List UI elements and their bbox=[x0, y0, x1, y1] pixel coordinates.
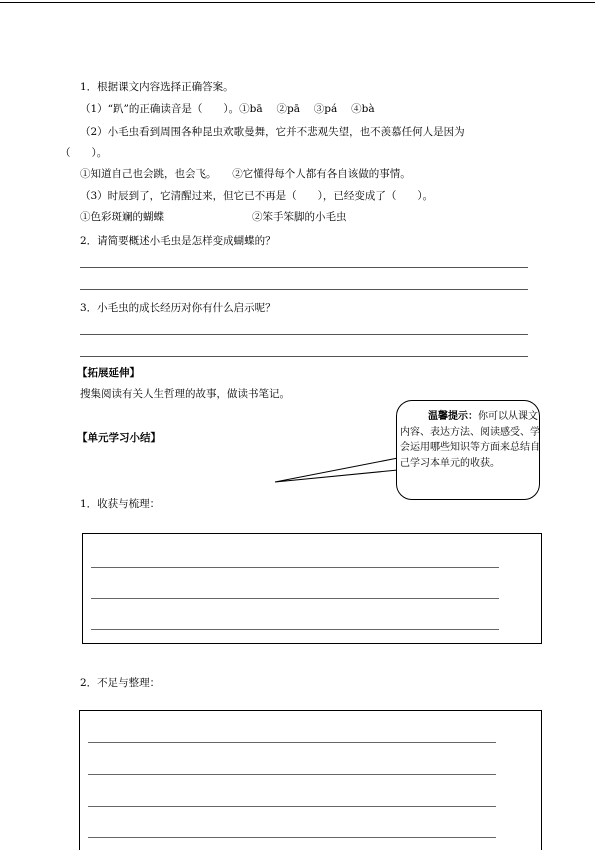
harvest-writing-box[interactable] bbox=[82, 533, 542, 644]
summary-heading: 【单元学习小结】 bbox=[77, 432, 161, 444]
writing-line bbox=[88, 806, 496, 807]
answer-line[interactable] bbox=[80, 356, 528, 357]
shortcoming-label: 2．不足与整理： bbox=[80, 677, 161, 689]
question-1-3-option-1: ①色彩斑斓的蝴蝶 bbox=[80, 211, 164, 223]
tip-text: 你可以从课文内容、表达方法、阅读感受、学会运用哪些知识等方面来总结自己学习本单元的收获。 bbox=[400, 411, 540, 469]
question-3: 3．小毛虫的成长经历对你有什么启示呢？ bbox=[80, 302, 276, 314]
writing-line bbox=[91, 629, 499, 630]
question-1-2-line2: （ ）。 bbox=[60, 147, 108, 159]
harvest-label: 1．收获与梳理： bbox=[80, 498, 161, 510]
answer-line[interactable] bbox=[80, 267, 528, 268]
question-1-2-line1: （2）小毛虫看到周围各种昆虫欢歌曼舞，它并不悲观失望，也不羡慕任何人是因为 bbox=[80, 126, 465, 138]
question-2: 2．请简要概述小毛虫是怎样变成蝴蝶的？ bbox=[80, 235, 276, 247]
answer-line[interactable] bbox=[80, 334, 528, 335]
answer-line[interactable] bbox=[80, 289, 528, 290]
page-top-rule bbox=[0, 2, 595, 3]
extension-heading: 【拓展延伸】 bbox=[77, 367, 140, 379]
question-1-1: （1）“趴”的正确读音是（ ）。①bā ②pā ③pá ④bà bbox=[80, 103, 375, 115]
extension-text: 搜集阅读有关人生哲理的故事，做读书笔记。 bbox=[80, 388, 290, 400]
writing-line bbox=[91, 567, 499, 568]
question-1-intro: 1．根据课文内容选择正确答案。 bbox=[80, 81, 234, 93]
question-1-3-option-2: ②笨手笨脚的小毛虫 bbox=[252, 211, 347, 223]
writing-line bbox=[88, 742, 496, 743]
question-1-2-options: ①知道自己也会跳，也会飞。 ②它懂得每个人都有各自该做的事情。 bbox=[80, 168, 411, 180]
writing-line bbox=[91, 598, 499, 599]
writing-line bbox=[88, 774, 496, 775]
tip-callout-text bbox=[400, 409, 540, 471]
question-1-3: （3）时辰到了，它清醒过来，但它已不再是（ ），已经变成了（ ）。 bbox=[80, 190, 434, 202]
writing-line bbox=[88, 837, 496, 838]
shortcoming-writing-box[interactable] bbox=[79, 710, 542, 850]
tip-label: 温馨提示： bbox=[428, 411, 478, 422]
